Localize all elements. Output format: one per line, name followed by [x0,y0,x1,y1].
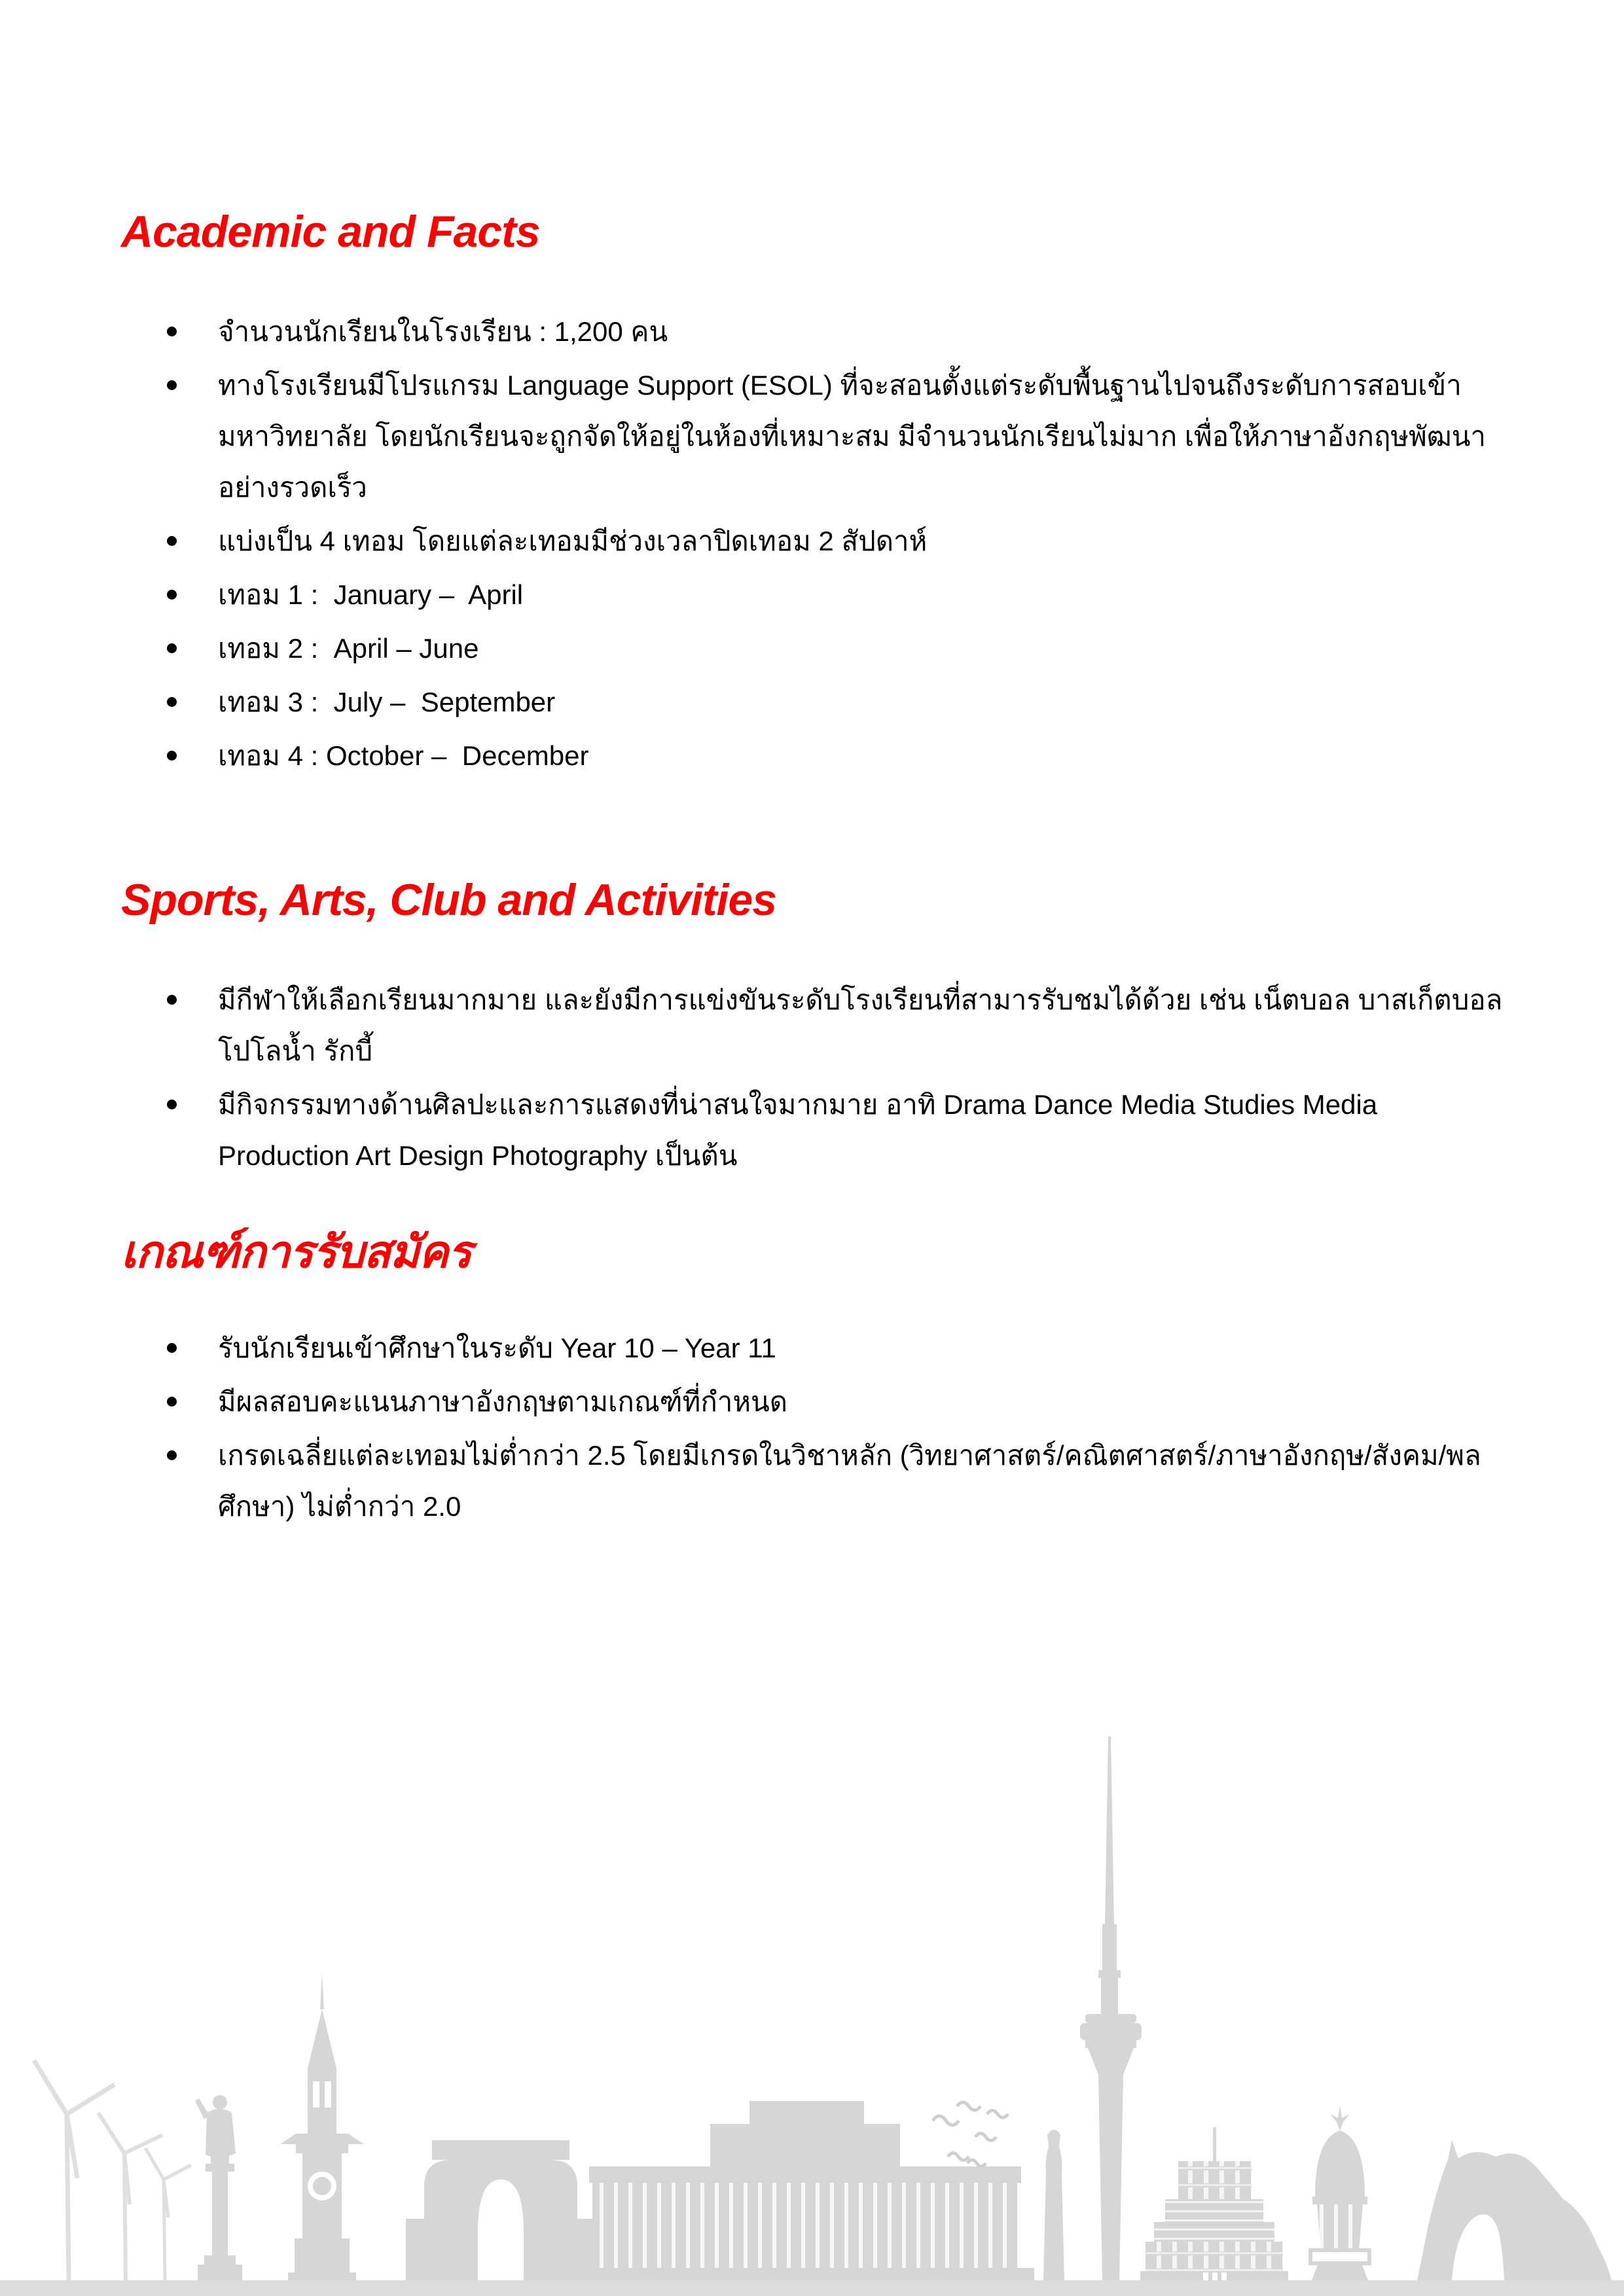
bullet-dot-icon [167,1343,177,1353]
list-item-line: อย่างรวดเร็ว [218,472,367,503]
list-item-line: เทอม 1 : January – April [218,579,524,611]
bullet-list-sports [121,975,1545,1181]
bullet-dot-icon [167,751,177,761]
list-item-line: แบ่งเป็น 4 เทอม โดยแต่ละเทอมมีช่วงเวลาปิดเทอม 2 สัปดาห์ [218,526,928,557]
statue-monument [195,2095,242,2280]
domed-tower [1310,2105,1369,2280]
bullet-list-academic [121,306,1545,781]
list-item-line: Production Art Design Photography เป็นต้น [218,1140,738,1172]
bullet-dot-icon [167,1397,177,1407]
bullet-dot-icon [167,1450,177,1460]
totem-pole [1043,2130,1064,2280]
list-item-line: เทอม 3 : July – September [218,687,556,718]
list-item-line: เทอม 4 : October – December [218,740,589,772]
rock-formation [1417,2140,1612,2280]
list-item [218,1376,1545,1427]
list-item-line: ทางโรงเรียนมีโปรแกรม Language Support (ESOL) ที่จะสอนตั้งแต่ระดับพื้นฐานไปจนถึงระดับการสอบเข้า [218,370,1462,401]
stepped-skyscraper [1140,2127,1288,2280]
sky-tower [1080,1736,1142,2280]
bullet-dot-icon [167,380,177,390]
bullet-dot-icon [167,697,177,707]
list-item-line: มหาวิทยาลัย โดยนักเรียนจะถูกจัดให้อยู่ในห้องที่เหมาะสม มีจำนวนนักเรียนไม่มาก เพื่อให้ภาษาอังกฤษพัฒนา [218,421,1487,452]
bullet-dot-icon [167,327,177,336]
list-item-line: เทอม 2 : April – June [218,633,479,664]
list-item [218,569,1545,620]
bullet-list-admission [121,1323,1545,1532]
list-item [218,1323,1545,1374]
section-heading-sports: Sports, Arts, Club and Activities [121,875,777,925]
list-item [218,975,1545,1077]
list-item-line: มีกีฬาให้เลือกเรียนมากมาย และยังมีการแข่งขันระดับโรงเรียนที่สามารรับชมได้ด้วย เช่น เน็ตบอล บาสเก็ตบอล [218,984,1503,1016]
bullet-dot-icon [167,536,177,546]
list-item-line: เกรดเฉลี่ยแต่ละเทอมไม่ต่ำกว่า 2.5 โดยมีเกรดในวิชาหลัก (วิทยาศาสตร์/คณิตศาสตร์/ภาษาอังกฤษ/สังคม/พล [218,1440,1481,1471]
bullet-dot-icon [167,643,177,653]
wind-turbines [34,2060,191,2280]
list-item [218,730,1545,781]
bullet-dot-icon [167,590,177,600]
museum-building [576,2101,1034,2280]
section-heading-admission: เกณฑ์การรับสมัคร [121,1227,471,1278]
city-skyline-silhouette [0,1728,1624,2296]
list-item-line: จำนวนนักเรียนในโรงเรียน : 1,200 คน [218,316,668,348]
clock-tower [280,1973,364,2280]
memorial-arch [406,2140,596,2280]
list-item [218,360,1545,513]
list-item [218,623,1545,674]
list-item [218,306,1545,357]
list-item [218,1430,1545,1532]
section-heading-academic: Academic and Facts [121,207,540,257]
list-item [218,677,1545,728]
birds-icon [933,2102,1008,2166]
ground-strip [0,2280,1624,2296]
list-item-line: โปโลน้ำ รักบี้ [218,1035,373,1067]
bullet-dot-icon [167,1100,177,1109]
list-item [218,516,1545,567]
list-item-line: มีผลสอบคะแนนภาษาอังกฤษตามเกณฑ์ที่กำหนด [218,1386,788,1418]
list-item [218,1079,1545,1181]
list-item-line: ศึกษา) ไม่ต่ำกว่า 2.0 [218,1491,461,1522]
list-item-line: รับนักเรียนเข้าศึกษาในระดับ Year 10 – Year 11 [218,1333,776,1364]
list-item-line: มีกิจกรรมทางด้านศิลปะและการแสดงที่น่าสนใจมากมาย อาทิ Drama Dance Media Studies Media [218,1089,1378,1121]
bullet-dot-icon [167,995,177,1005]
